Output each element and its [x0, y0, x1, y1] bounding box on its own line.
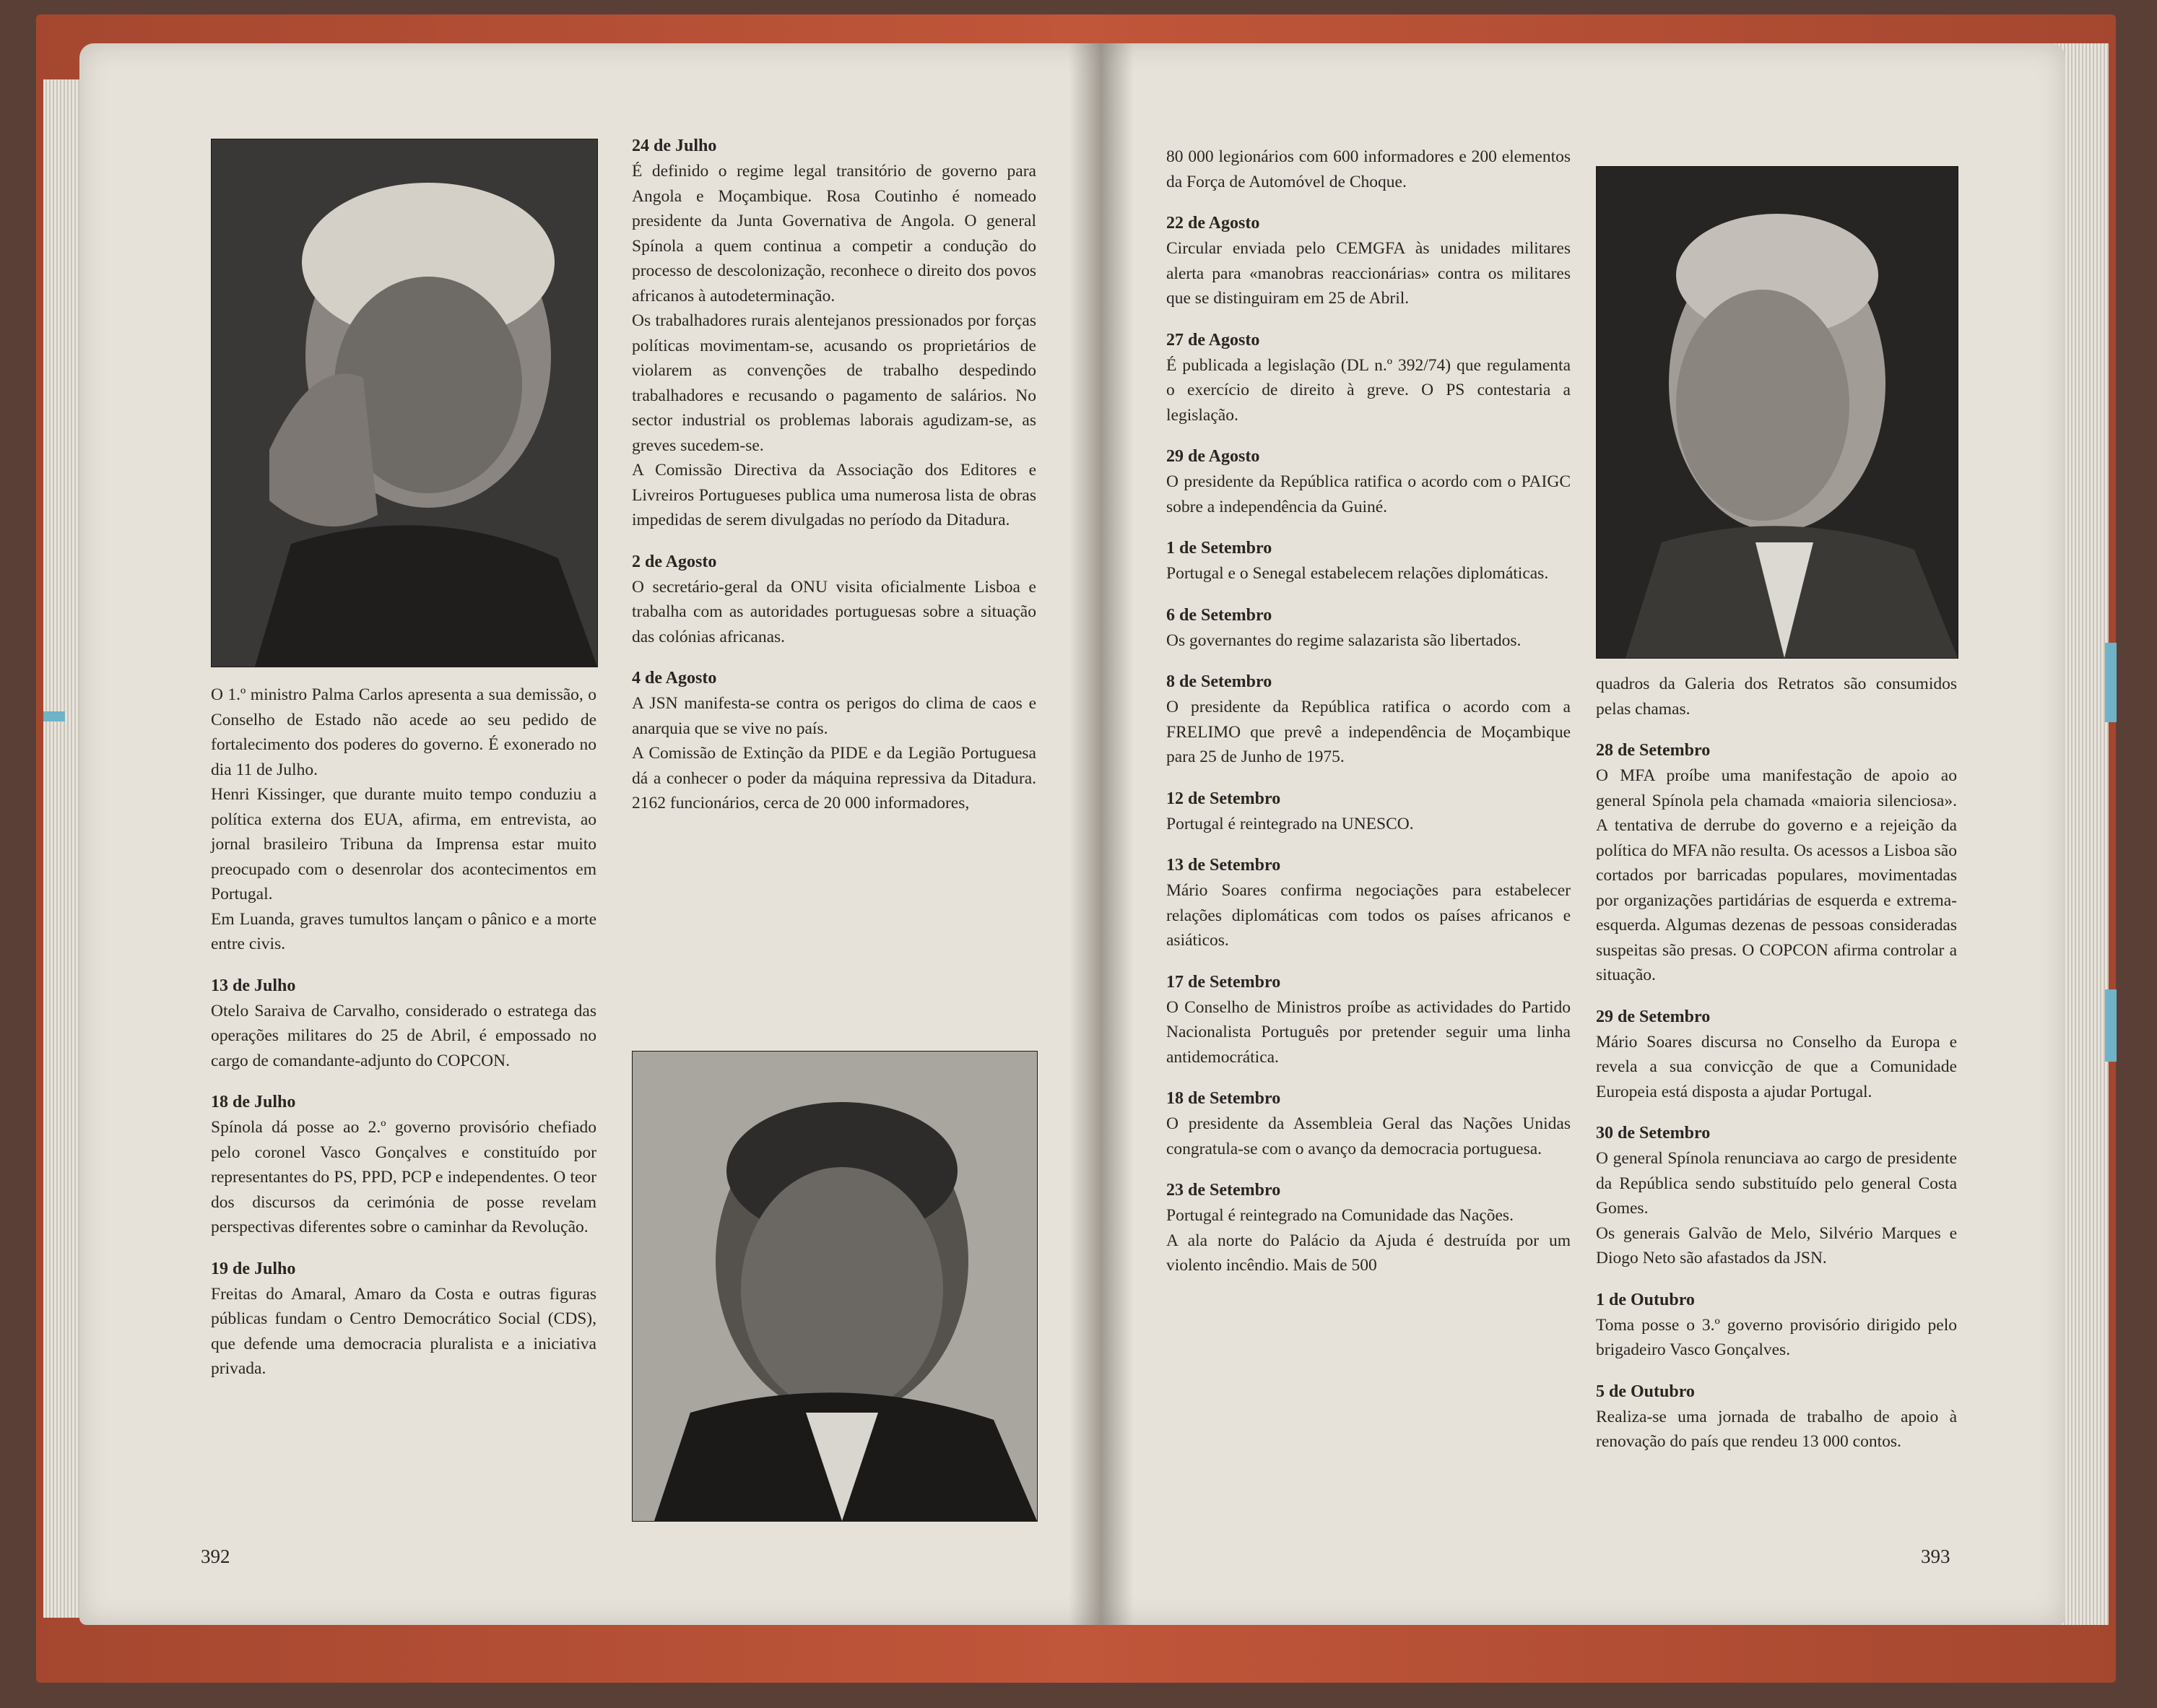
entry-date: 12 de Setembro: [1166, 789, 1281, 808]
entry-text: O Conselho de Ministros proíbe as actividades do Partido Nacionalista Português por pretender seguir uma linha antidemocrática.: [1166, 997, 1571, 1067]
entry-date: 18 de Julho: [211, 1093, 296, 1111]
entry-text: A JSN manifesta-se contra os perigos do clima de caos e anarquia que se vive no país.: [632, 694, 1036, 738]
chronology-entry: [1166, 602, 1571, 654]
chronology-entry: [1596, 1287, 1957, 1363]
chronology-entry: [1596, 1004, 1957, 1105]
chronology-entry: [1596, 1379, 1957, 1455]
continuation-text: quadros da Galeria dos Retratos são consumidos pelas chamas.: [1596, 675, 1957, 719]
entry-date: 24 de Julho: [632, 136, 717, 155]
caption-paragraph: Em Luanda, graves tumultos lançam o pânico e a morte entre civis.: [211, 909, 596, 953]
entry-text: Portugal é reintegrado na Comunidade das Nações.: [1166, 1206, 1514, 1225]
chronology-entry: [632, 549, 1036, 650]
text-column-2: [1596, 672, 1957, 1470]
chronology-entry: [211, 973, 596, 1074]
continuation-text: 80 000 legionários com 600 informadores e 200 elementos da Força de Automóvel de Choque.: [1166, 147, 1571, 191]
left-page: [79, 43, 1101, 1625]
entry-text: A Comissão Directiva da Associação dos Editores e Livreiros Portugueses publica uma numerosa lista de obras impedidas de serem divulgadas no período da Ditadura.: [632, 461, 1036, 529]
entry-text: Realiza-se uma jornada de trabalho de apoio à renovação do país que rendeu 13 000 contos.: [1596, 1407, 1957, 1451]
entry-text: Circular enviada pelo CEMGFA às unidades militares alerta para «manobras reaccionárias» contra os militares que se distinguiram em 25 de Abril.: [1166, 239, 1571, 308]
entry-text: É publicada a legislação (DL n.º 392/74) que regulamenta o exercício de direito à greve. O PS contestaria a legislação.: [1166, 355, 1571, 425]
entry-date: 2 de Agosto: [632, 552, 717, 571]
photo-portrait-mario-soares: [1596, 166, 1958, 659]
entry-date: 17 de Setembro: [1166, 972, 1281, 992]
entry-date: 13 de Julho: [211, 976, 296, 995]
text-column-2: [632, 133, 1036, 832]
entry-text: Toma posse o 3.º governo provisório dirigido pelo brigadeiro Vasco Gonçalves.: [1596, 1315, 1957, 1359]
page-number: 393: [1921, 1546, 1950, 1567]
entry-date: 13 de Setembro: [1166, 856, 1281, 875]
entry-date: 4 de Agosto: [632, 669, 717, 688]
chronology-entry: [1596, 737, 1957, 988]
entry-date: 23 de Setembro: [1166, 1181, 1281, 1200]
entry-date: 29 de Agosto: [1166, 447, 1260, 466]
entry-date: 30 de Setembro: [1596, 1124, 1711, 1143]
chronology-entry: [1166, 1177, 1571, 1278]
photo-portrait-man: [632, 1051, 1038, 1522]
entry-text: O presidente da República ratifica o acordo com o PAIGC sobre a independência da Guiné.: [1166, 472, 1571, 516]
entry-text: Os generais Galvão de Melo, Silvério Marques e Diogo Neto são afastados da JSN.: [1596, 1223, 1957, 1267]
bookmark-tab: [43, 711, 65, 721]
entry-text: O general Spínola renunciava ao cargo de presidente da República sendo substituído pelo general Costa Gomes.: [1596, 1149, 1957, 1218]
entry-text: É definido o regime legal transitório de governo para Angola e Moçambique. Rosa Coutinho é nomeado presidente da Junta Governativa de Angola. O general Spínola a quem continua a competir a condução do processo de descolonização, reconhece o direito dos povos africanos à autodeterminação.: [632, 162, 1036, 305]
chronology-entry: [1166, 1085, 1571, 1161]
entry-date: 6 de Setembro: [1166, 605, 1272, 625]
entry-date: 1 de Outubro: [1596, 1290, 1695, 1309]
entry-text: Mário Soares confirma negociações para estabelecer relações diplomáticas com todos os países africanos e asiáticos.: [1166, 881, 1571, 950]
chronology-entry: [1166, 852, 1571, 953]
entry-text: O MFA proíbe uma manifestação de apoio ao general Spínola pela chamada «maioria silenciosa». A tentativa de derrube do governo e a rejeição da política do MFA não resulta. Os acessos a Lisboa são cortados por barricadas populares, movimentadas por organizações partidárias de esquerda e extrema-esquerda. Algumas dezenas de pessoas consideradas suspeitas são presas. O COPCON afirma controlar a situação.: [1596, 766, 1957, 984]
chronology-entry: [632, 133, 1036, 533]
chronology-entry: [1166, 443, 1571, 519]
entry-date: 29 de Setembro: [1596, 1007, 1711, 1026]
chronology-entry: [1166, 786, 1571, 837]
chronology-entry: [1166, 327, 1571, 428]
entry-text: O presidente da Assembleia Geral das Nações Unidas congratula-se com o avanço da democracia portuguesa.: [1166, 1114, 1571, 1158]
entry-text: Spínola dá posse ao 2.º governo provisório chefiado pelo coronel Vasco Gonçalves e constituído por representantes do PS, PPD, PCP e independentes. O teor dos discursos da cerimónia de posse revelam perspectivas diferentes sobre o caminhar da Revolução.: [211, 1118, 596, 1236]
chronology-entry: [1166, 969, 1571, 1070]
entry-date: 22 de Agosto: [1166, 214, 1260, 233]
entry-text: Mário Soares discursa no Conselho da Europa e revela a sua convicção de que a Comunidade Europeia está disposta a ajudar Portugal.: [1596, 1032, 1957, 1101]
entry-date: 27 de Agosto: [1166, 330, 1260, 350]
entry-text: Portugal é reintegrado na UNESCO.: [1166, 814, 1414, 833]
chronology-entry: [211, 1256, 596, 1382]
chronology-entry: [211, 1089, 596, 1240]
chronology-entry: [1166, 535, 1571, 586]
entry-text: O presidente da República ratifica o acordo com a FRELIMO que prevê a independência de Moçambique para 25 de Junho de 1975.: [1166, 698, 1571, 766]
text-column-1: [1166, 144, 1571, 1294]
entry-text: Os governantes do regime salazarista são libertados.: [1166, 630, 1522, 650]
entry-text: Os trabalhadores rurais alentejanos pressionados por forças políticas movimentam-se, acusando os proprietários de violarem as convenções de trabalho despedindo trabalhadores e recusando o pagamento de salários. No sector industrial os problemas laborais agudizam-se, as greves sucedem-se.: [632, 311, 1036, 455]
caption-paragraph: Henri Kissinger, que durante muito tempo conduziu a política externa dos EUA, afirma, em entrevista, ao jornal brasileiro Tribuna da Imprensa estar muito preocupado com o desenrolar dos acontecimentos em Portugal.: [211, 785, 596, 903]
photo-portrait-palma-carlos: [211, 139, 598, 667]
entry-date: 28 de Setembro: [1596, 741, 1711, 760]
entry-text: A ala norte do Palácio da Ajuda é destruída por um violento incêndio. Mais de 500: [1166, 1231, 1571, 1275]
entry-text: Freitas do Amaral, Amaro da Costa e outras figuras públicas fundam o Centro Democrático Social (CDS), que defende uma democracia pluralista e a iniciativa privada.: [211, 1284, 596, 1378]
caption-paragraph: O 1.º ministro Palma Carlos apresenta a sua demissão, o Conselho de Estado não acede ao seu pedido de fortalecimento dos poderes do governo. É exonerado no dia 11 de Julho.: [211, 685, 596, 779]
bookmark-tab: [2105, 643, 2117, 722]
chronology-entry: [1166, 669, 1571, 770]
book-gutter: [1069, 43, 1134, 1625]
entry-date: 8 de Setembro: [1166, 672, 1272, 691]
entry-text: O secretário-geral da ONU visita oficialmente Lisboa e trabalha com as autoridades portuguesas sobre a situação das colónias africanas.: [632, 577, 1036, 646]
chronology-entry: [1596, 1120, 1957, 1271]
entry-text: Otelo Saraiva de Carvalho, considerado o estratega das operações militares do 25 de Abril, é empossado no cargo de comandante-adjunto do COPCON.: [211, 1001, 596, 1070]
page-number: 392: [201, 1546, 230, 1567]
chronology-entry: [632, 665, 1036, 816]
entry-date: 18 de Setembro: [1166, 1089, 1281, 1108]
caption-column: [211, 682, 596, 1397]
entry-date: 19 de Julho: [211, 1259, 296, 1278]
entry-text: A Comissão de Extinção da PIDE e da Legião Portuguesa dá a conhecer o poder da máquina repressiva da Ditadura. 2162 funcionários, cerca de 20 000 informadores,: [632, 744, 1036, 812]
entry-date: 1 de Setembro: [1166, 539, 1272, 558]
entry-date: 5 de Outubro: [1596, 1382, 1695, 1401]
right-page: [1101, 43, 2065, 1625]
entry-text: Portugal e o Senegal estabelecem relações diplomáticas.: [1166, 564, 1549, 583]
bookmark-tab: [2105, 989, 2117, 1062]
chronology-entry: [1166, 210, 1571, 311]
